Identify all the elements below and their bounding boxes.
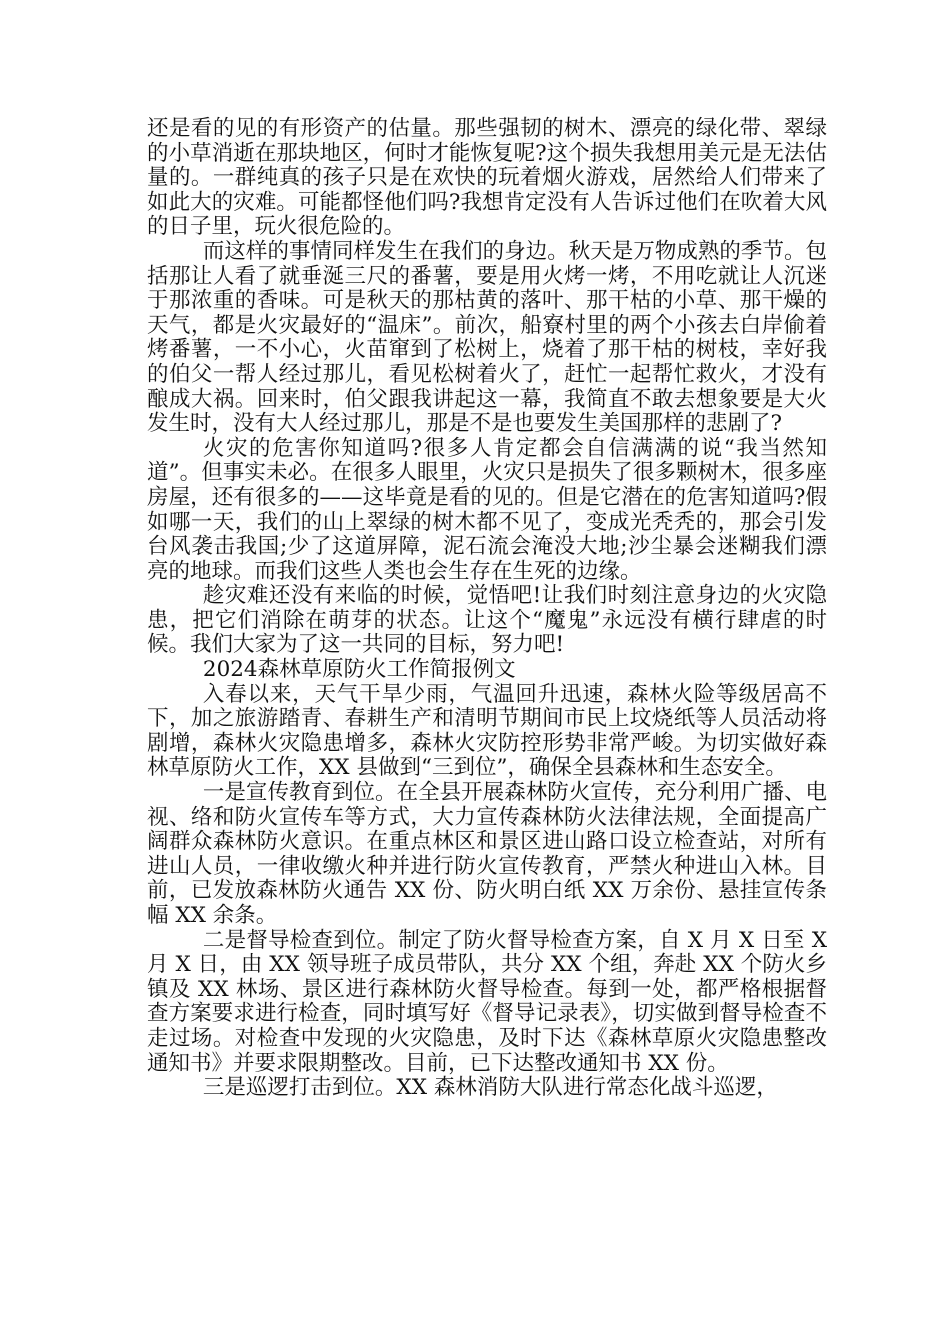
paragraph-fire-hazards: 火灾的危害你知道吗?很多人肯定都会自信满满的说“我当然知道”。但事实未必。在很多人眼里，火灾只是损失了很多颗树木，很多座房屋，还有很多的——这毕竟是看的见的。但是它潜在的危害知道吗?假如哪一天，我们的山上翠绿的树木都不见了，变成光秃秃的，那会引发台风袭击我国;少了这道屏障，泥石流会淹没大地;沙尘暴会迷糊我们漂亮的地球。而我们这些人类也会生存在生死的边缘。 xyxy=(147,435,827,584)
paragraph-spring-situation: 入春以来，天气干旱少雨，气温回升迅速，森林火险等级居高不下，加之旅游踏青、春耕生产和清明节期间市民上坟烧纸等人员活动将剧增，森林火灾隐患增多，森林火灾防控形势非常严峻。为切实做好森林草原防火工作，XX 县做到“三到位”，确保全县森林和生态安全。 xyxy=(147,681,827,781)
document-body xyxy=(147,117,827,1101)
paragraph-patrol: 三是巡逻打击到位。XX 森林消防大队进行常态化战斗巡逻， xyxy=(202,1075,778,1101)
section-title: 2024森林草原防火工作简报例文 xyxy=(202,657,516,683)
paragraph-inspection: 二是督导检查到位。制定了防火督导检查方案，自 X 月 X 日至 X 月 X 日，由 XX 领导班子成员带队，共分 XX 个组，奔赴 XX 个防火乡镇及 XX 林场、景区进行森林防火督导检查。每到一处，都严格根据督查方案要求进行检查，同时填写好《督导记录表》，切实做到督导检查不走过场。对检查中发现的火灾隐患，及时下达《森林草原火灾隐患整改通知书》并要求限期整改。目前，已下达整改通知书 XX 份。 xyxy=(147,927,827,1076)
paragraph-property-loss: 还是看的见的有形资产的估量。那些强韧的树木、漂亮的绿化带、翠绿的小草消逝在那块地区，何时才能恢复呢?这个损失我想用美元是无法估量的。一群纯真的孩子只是在欢快的玩着烟火游戏，居然给人们带来了如此大的灾难。可能都怪他们吗?我想肯定没有人告诉过他们在吹着大风的日子里，玩火很危险的。 xyxy=(147,116,827,240)
paragraph-autumn-incident: 而这样的事情同样发生在我们的身边。秋天是万物成熟的季节。包括那让人看了就垂涎三尺的番薯，要是用火烤一烤，不用吃就让人沉迷于那浓重的香味。可是秋天的那枯黄的落叶、那干枯的小草、那干燥的天气，都是火灾最好的“温床”。前次，船寮村里的两个小孩去白岸偷着烤番薯，一不小心，火苗窜到了松树上，烧着了那干枯的树枝，幸好我的伯父一帮人经过那儿，看见松树着火了，赶忙一起帮忙救火，才没有酿成大祸。回来时，伯父跟我讲起这一幕，我简直不敢去想象要是大火发生时，没有大人经过那儿，那是不是也要发生美国那样的悲剧了? xyxy=(147,238,827,437)
paragraph-call-to-action: 趁灾难还没有来临的时候，觉悟吧!让我们时刻注意身边的火灾隐患，把它们消除在萌芽的状态。让这个“魔鬼”永远没有横行肆虐的时候。我们大家为了这一共同的目标，努力吧! xyxy=(147,583,827,658)
paragraph-publicity: 一是宣传教育到位。在全县开展森林防火宣传，充分利用广播、电视、络和防火宣传车等方式，大力宣传森林防火法律法规，全面提高广阔群众森林防火意识。在重点林区和景区进山路口设立检查站，对所有进山人员，一律收缴火种并进行防火宣传教育，严禁火种进山入林。目前，已发放森林防火通告 XX 份、防火明白纸 XX 万余份、悬挂宣传条幅 XX 余条。 xyxy=(147,780,827,928)
